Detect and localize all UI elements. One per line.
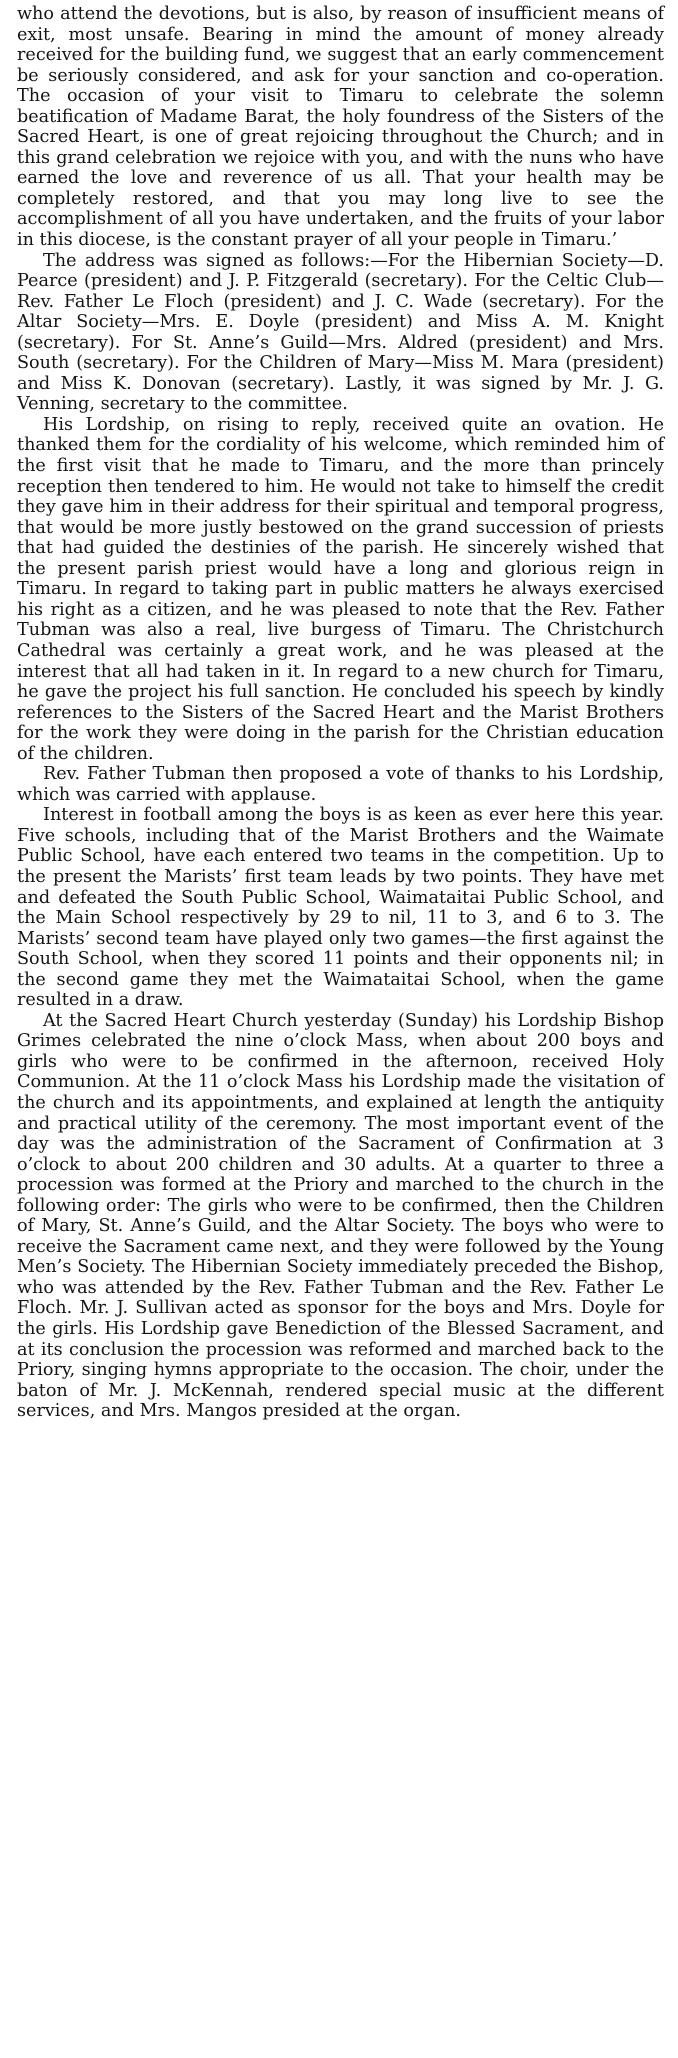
paragraph-address-continuation: who attend the devotions, but is also, by reason of insufficient means of exit, most unsafe. Bearing in mind the amount of money already received for the building fund, we suggest that an early commencement be seriously considered, and ask for your sanction and co-operation. The occasion of your visit to Timaru to celebrate the solemn beatification of Madame Barat, the holy foundress of the Sisters of the Sacred Heart, is one of great rejoicing throughout the Church; and in this grand celebration we rejoice with you, and with the nuns who have earned the love and reverence of us all. That your health may be completely restored, and that you may long live to see the accomplishment of all you have undertaken, and the fruits of your labor in this diocese, is the constant prayer of all your people in Timaru.’: [17, 4, 664, 251]
paragraph-football: Interest in football among the boys is as keen as ever here this year. Five schools, including that of the Marist Brothers and the Waimate Public School, have each entered two teams in the competition. Up to the present the Marists’ first team leads by two points. They have met and defeated the South Public School, Waimataitai Public School, and the Main School respectively by 29 to nil, 11 to 3, and 6 to 3. The Marists’ second team have played only two games—the first against the South School, when they scored 11 points and their opponents nil; in the second game they met the Waimataitai School, when the game resulted in a draw.: [17, 805, 664, 1011]
paragraph-vote-of-thanks: Rev. Father Tubman then proposed a vote of thanks to his Lordship, which was carried with applause.: [17, 764, 664, 805]
paragraph-signatories: The address was signed as follows:—For the Hibernian Society—D. Pearce (president) and J. P. Fitzgerald (secretary). For the Celtic Club—Rev. Father Le Floch (president) and J. C. Wade (secretary). For the Altar Society—Mrs. E. Doyle (president) and Miss A. M. Knight (secretary). For St. Anne’s Guild—Mrs. Aldred (president) and Mrs. South (secretary). For the Children of Mary—Miss M. Mara (president) and Miss K. Donovan (secretary). Lastly, it was signed by Mr. J. G. Venning, secretary to the committee.: [17, 250, 664, 415]
paragraph-confirmation: At the Sacred Heart Church yesterday (Sunday) his Lordship Bishop Grimes celebrated the nine o’clock Mass, when about 200 boys and girls who were to be confirmed in the afternoon, received Holy Communion. At the 11 o’clock Mass his Lordship made the visitation of the church and its appointments, and explained at length the antiquity and practical utility of the ceremony. The most important event of the day was the administration of the Sacrament of Confirmation at 3 o’clock to about 200 children and 30 adults. At a quarter to three a procession was formed at the Priory and marched to the church in the following order: The girls who were to be confirmed, then the Children of Mary, St. Anne’s Guild, and the Altar Society. The boys who were to receive the Sacrament came next, and they were followed by the Young Men’s Society. The Hibernian Society immediately preceded the Bishop, who was attended by the Rev. Father Tubman and the Rev. Father Le Floch. Mr. J. Sullivan acted as sponsor for the boys and Mrs. Doyle for the girls. His Lordship gave Benediction of the Blessed Sacrament, and at its conclusion the procession was reformed and marched back to the Priory, singing hymns appropriate to the occasion. The choir, under the baton of Mr. J. McKennah, rendered special music at the different services, and Mrs. Mangos presided at the organ.: [17, 1010, 664, 1422]
paragraph-lordship-reply: His Lordship, on rising to reply, received quite an ovation. He thanked them for the cordiality of his welcome, which reminded him of the first visit that he made to Timaru, and the more than princely reception then tendered to him. He would not take to himself the credit they gave him in their address for their spiritual and temporal progress, that would be more justly bestowed on the grand succession of priests that had guided the destinies of the parish. He sincerely wished that the present parish priest would have a long and glorious reign in Timaru. In regard to taking part in public matters he always exercised his right as a citizen, and he was pleased to note that the Rev. Father Tubman was also a real, live burgess of Timaru. The Christchurch Cathedral was certainly a great work, and he was pleased at the interest that all had taken in it. In regard to a new church for Timaru, he gave the project his full sanction. He concluded his speech by kindly references to the Sisters of the Sacred Heart and the Marist Brothers for the work they were doing in the parish for the Christian education of the children.: [17, 414, 664, 764]
